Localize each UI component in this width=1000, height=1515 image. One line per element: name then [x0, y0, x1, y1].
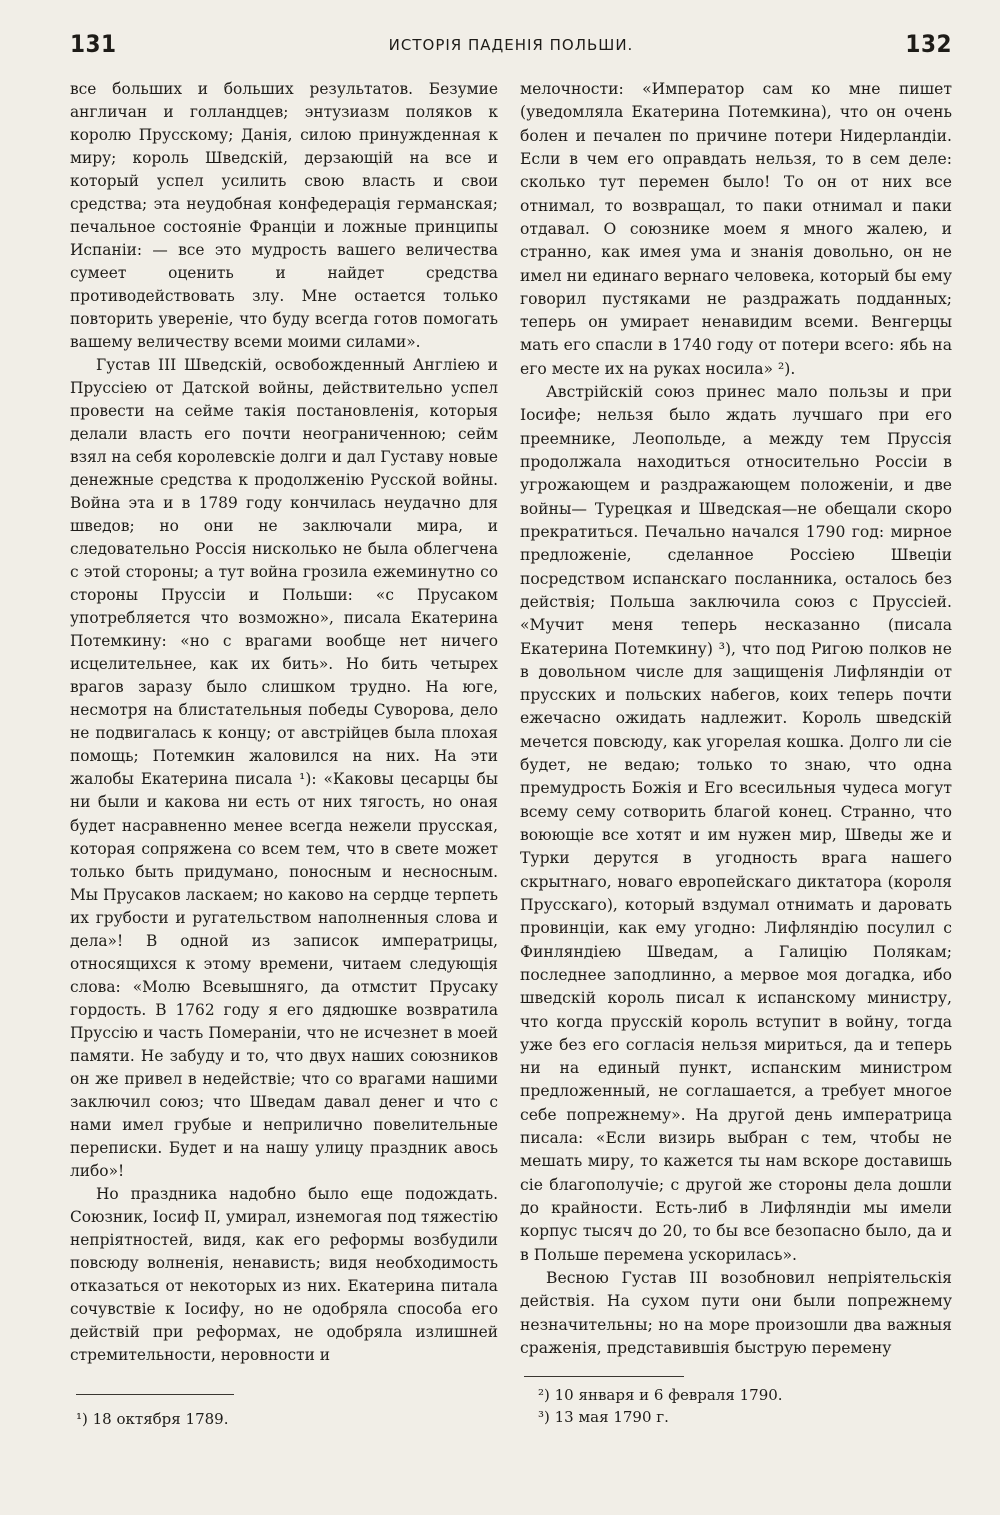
right-column [520, 78, 952, 1360]
paragraph: Весною Густав III возобновил непріятельскія действія. На сухом пути они были попрежнему незначительны; но на море произошли два важныя сраженія, представившія быструю перемену [520, 1268, 952, 1357]
paragraph: Но праздника надобно было еще подождать. Союзник, Іосиф II, умирал, изнемогая под тяжестію непріятностей, видя, как его реформы возбудили повсюду волненія, ненависть; видя необходимость отказаться от некоторых из них. Екатерина питала сочувствіе к Іосифу, но не одобряла способа его действій при реформах, не одобряла излишней стремительности, неровности и [70, 1184, 498, 1364]
paragraph: Австрійскій союз принес мало пользы и при Іосифе; нельзя было ждать лучшаго при его преемнике, Леопольде, а между тем Пруссія продолжала находиться относительно Россіи в угрожающем и раздражающем положеніи, и две войны— Турецкая и Шведская—не обещали скоро прекратиться. Печально начался 1790 год: мирное предложеніе, сделанное Россіею Швеціи посредством испанскаго посланника, осталось без действія; Польша заключила союз с Пруссіей. «Мучит меня теперь несказанно (писала Екатерина Потемкину) ³), что под Ригою полков не в довольном числе для защищенія Лифляндіи от прусских и польских набегов, коих теперь почти ежечасно ожидать надлежит. Король шведскій мечется повсюду, как угорелая кошка. Долго ли сіе будет, не ведаю; только то знаю, что одна премудрость Божія и Его всесильныя чудеса могут всему сему сотворить благой конец. Странно, что воюющіе все хотят и им нужен мир, Шведы же и Турки дерутся в угодность врага нашего скрытнаго, новаго европейскаго диктатора (короля Прусскаго), который вздумал отнимать и даровать провинціи, как ему угодно: Лифляндію посулил с Финляндіею Шведам, а Галицію Полякам; последнее заподлинно, а мервое моя догадка, ибо шведскій король писал к испанскому министру, что когда прусскій король вступит в войну, тогда уже без его согласія нельзя мириться, да и теперь ни на единый пункт, испанским министром предложенный, не соглашается, а требует многое себе попрежнему». На другой день императрица писала: «Если визирь выбран с тем, чтобы не мешать миру, то кажется ты нам вскоре доставишь сіе благополучіе; с другой же стороны дела дошли до крайности. Есть-либ в Лифляндіи мы имели корпус тысяч до 20, то бы все безопасно было, да и в Польше перемена ускорилась». [520, 383, 952, 1264]
left-column [70, 78, 498, 1367]
page-header [70, 30, 952, 70]
footnote-left: ¹) 18 октября 1789. [76, 1410, 229, 1428]
footnote-right-2: ³) 13 мая 1790 г. [538, 1408, 669, 1426]
page-number-right: 132 [905, 30, 952, 58]
paragraph: все больших и больших результатов. Безумие англичан и голландцев; энтузиазм поляков к королю Прусскому; Данія, силою принужденная к миру; король Шведскій, дерзающій на все и который успел усилить свою власть и свои средства; эта неудобная конфедерація германская; печальное состояніе Франціи и ложные принципы Испаніи: — все это мудрость вашего величества сумеет оценить и найдет средства противодействовать злу. Мне остается только повторить увереніе, что буду всегда готов помогать вашему величеству всеми моими силами». [70, 80, 498, 352]
paragraph: мелочности: «Император сам ко мне пишет (уведомляла Екатерина Потемкина), что он очень болен и печален по причине потери Нидерландіи. Если в чем его оправдать нельзя, то в сем деле: сколько тут перемен было! То он от них все отнимал, то возвращал, то паки отнимал и паки отдавал. О союзнике моем я много жалею, и странно, как имея ума и знанія довольно, он не имел ни единаго вернаго человека, который бы ему говорил пустяками не раздражать подданных; теперь он умирает ненавидим всеми. Венгерцы мать его спасли в 1740 году от потери всего: ябь на его месте их на руках носила» ²). [520, 80, 952, 378]
footnote-divider-left [76, 1394, 234, 1395]
paragraph: Густав III Шведскій, освобожденный Англіею и Пруссіею от Датской войны, действительно успел провести на сейме такія постановленія, которыя делали власть его почти неограниченною; сейм взял на себя королевскіе долги и дал Густаву новые денежные средства к продолженію Русской войны. Война эта и в 1789 году кончилась неудачно для шведов; но они не заключали мира, и следовательно Россія нисколько не была облегчена с этой стороны; а тут война грозила ежеминутно со стороны Пруссіи и Польши: «с Прусаком употребляется что возможно», писала Екатерина Потемкину: «но с врагами вообще нет ничего исцелительнее, как их бить». Но бить четырех врагов заразу было слишком трудно. На юге, несмотря на блистательныя победы Суворова, дело не подвигалась к концу; от австрійцев была плохая помощь; Потемкин жаловился на них. На эти жалобы Екатерина писала ¹): «Каковы цесарцы бы ни были и какова ни есть от них тягость, но оная будет насравненно менее всегда нежели прусская, которая сопряжена со всем тем, что в свете может только быть придумано, поносным и несносным. Мы Прусаков ласкаем; но каково на сердце терпеть их грубости и ругательством наполненныя слова и дела»! В одной из записок императрицы, относящихся к этому времени, читаем следующія слова: «Молю Всевышняго, да отмстит Прусаку гордость. В 1762 году я его дядюшке возвратила Пруссію и часть Помераніи, что не исчезнет в моей памяти. Не забуду и то, что двух наших союзников он же привел в недействіе; что со врагами нашими заключил союз; что Шведам давал денег и что с нами имел грубые и неприлично повелительные переписки. Будет и на нашу улицу праздник авось либо»! [70, 356, 498, 1180]
footnote-divider-right [524, 1376, 684, 1377]
running-title: ИСТОРІЯ ПАДЕНІЯ ПОЛЬШИ. [388, 36, 634, 54]
page-number-left: 131 [70, 30, 117, 58]
footnote-right-1: ²) 10 января и 6 февраля 1790. [538, 1386, 783, 1404]
